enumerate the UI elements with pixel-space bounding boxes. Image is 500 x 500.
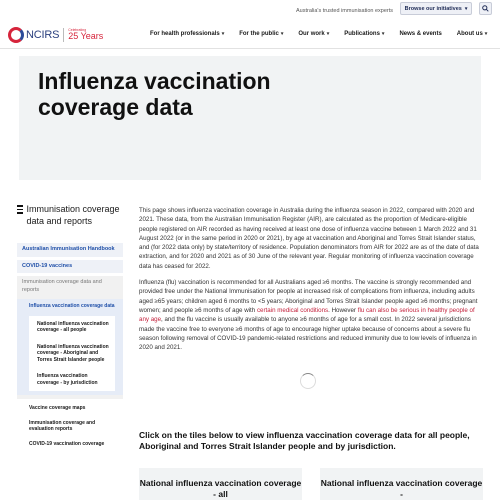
tile-title: National influenza vaccination coverage -: [320, 478, 483, 500]
nav-item-health-professionals[interactable]: [150, 31, 224, 37]
sidebar-item-coverage-reports[interactable]: Immunisation coverage and evaluation reports: [29, 419, 96, 432]
paragraph-text: Influenza (flu) vaccination is recommended for all Australians aged ≥6 months. The vaccine is strongly recommended and provided free under the National Immunisation for people at increased risk of complications from influenza, including adults aged ≥65 years; children aged 6 months to <5 years; Aboriginal and Torres Strait Islander people aged ≥6 months; pregnant women; and people ≥6 months of age with: [139, 279, 478, 314]
sidebar-item-by-jurisdiction[interactable]: Influenza vaccination coverage - by jurisdiction: [29, 368, 115, 391]
sidebar-item-influenza-coverage[interactable]: Influenza vaccination coverage data: [29, 302, 115, 309]
sidebar-item-covid-coverage[interactable]: COVID-19 vaccination coverage: [29, 440, 105, 447]
sidebar-more-items: [17, 399, 123, 447]
chevron-down-icon: ▾: [464, 5, 468, 12]
search-button[interactable]: [479, 2, 492, 15]
page-title: Influenza vaccination coverage data: [38, 68, 271, 120]
main-nav: [150, 31, 487, 37]
nav-item-label: About us: [456, 31, 483, 37]
header-divider: [0, 48, 500, 49]
menu-icon: [17, 205, 23, 227]
tile-title: National influenza vaccination coverage - all: [139, 478, 302, 500]
browse-initiatives-button[interactable]: [400, 2, 472, 15]
browse-initiatives-label: Browse our initiatives: [404, 5, 462, 12]
logo-anniversary-small: Celebrating: [68, 27, 87, 32]
sidebar-heading[interactable]: [17, 203, 125, 227]
sidebar-subgroup: [17, 299, 123, 395]
nav-item-about-us[interactable]: [457, 31, 488, 37]
site-logo[interactable]: [8, 24, 103, 46]
sidebar-item-coverage-data[interactable]: Immunisation coverage data and reports: [22, 279, 102, 294]
recommendation-paragraph: [139, 278, 483, 352]
chevron-down-icon: ▾: [484, 31, 488, 37]
nav-item-our-work[interactable]: [298, 31, 329, 37]
nav-item-label: For the public: [239, 31, 279, 37]
tile-all-people[interactable]: [139, 468, 302, 500]
sidebar-item-aboriginal-torres-strait[interactable]: National influenza vaccination coverage - Aboriginal and Torres Strait Islander people: [29, 339, 115, 369]
nav-item-label: Our work: [298, 31, 325, 37]
sidebar-item-coverage-maps[interactable]: Vaccine coverage maps: [29, 405, 86, 411]
sidebar-item-covid-vaccines[interactable]: COVID-19 vaccines: [17, 260, 123, 274]
tile-aboriginal-torres-strait[interactable]: [320, 468, 483, 500]
sidebar-heading-text: Immunisation coverage data and reports: [26, 204, 120, 227]
logo-anniversary-years: 25 Years: [68, 31, 104, 42]
logo-brand: NCIRS: [26, 29, 60, 41]
logo-divider: [63, 28, 64, 42]
nav-item-news-events[interactable]: [399, 31, 441, 37]
nav-item-label: For health professionals: [150, 31, 220, 37]
tiles-heading: Click on the tiles below to view influenza vaccination coverage data for all people, Aboriginal and Torres Strait Islander people and by jurisdiction.: [139, 430, 470, 452]
healthy-people-link[interactable]: flu can also be serious in healthy people of any age: [139, 306, 475, 324]
sidebar-item-all-people[interactable]: National influenza vaccination coverage - all people: [29, 316, 115, 339]
sidebar-group: [17, 276, 123, 399]
paragraph-text: . However: [328, 306, 358, 314]
chevron-down-icon: ▾: [381, 31, 385, 37]
main-content: [139, 206, 483, 359]
chevron-down-icon: ▾: [326, 31, 330, 37]
chevron-down-icon: ▾: [221, 31, 225, 37]
nav-item-label: News & events: [399, 31, 442, 37]
paragraph-text: , and the flu vaccine is usually available to anyone ≥6 months of age for a small cost. In 2022 several jurisdictions made the vaccine free to everyone ≥6 months of age to encourage higher uptake because of concerns about a severe flu season following removal of COVID-19 pandemic-related restrictions and reduced immunity due to low levels of influenza in 2020 and 2021.: [139, 316, 477, 352]
chevron-down-icon: ▾: [280, 31, 284, 37]
loading-spinner: [300, 373, 316, 389]
logo-mark-icon: [8, 27, 24, 43]
utility-bar: [0, 0, 500, 24]
search-icon: [482, 5, 489, 12]
nav-item-publications[interactable]: [344, 31, 384, 37]
nav-item-label: Publications: [344, 31, 380, 37]
logo-anniversary: [68, 29, 103, 42]
sidebar-item-immunisation-handbook[interactable]: Australian Immunisation Handbook: [17, 243, 123, 257]
nav-item-public[interactable]: [239, 31, 283, 37]
sidebar-nav: [17, 243, 123, 455]
medical-conditions-link[interactable]: certain medical conditions: [256, 306, 329, 314]
tagline: Australia's trusted immunisation experts: [296, 8, 394, 14]
intro-paragraph: This page shows influenza vaccination coverage in Australia during the influenza season in 2022, compared with 2020 and 2021. These data, from the Australian Immunisation Register (AIR), are calculated as the proportion of Medicare-eligible people registered on AIR recorded as having received at least one dose of influenza vaccine between 1 March 2022 and 31 August 2022 (or in the same period in 2020 or 2021), by age at vaccination and Aboriginal and Torres Strait Islander status, and (for 2022 data only) by state/territory of residence. Population denominators from AIR for 2022 are as of the date of data extraction, and for 2020 and 2021 as of 30 June of the relevant year. Regular monitoring of influenza vaccination coverage data has ceased for 2022.: [139, 207, 479, 270]
